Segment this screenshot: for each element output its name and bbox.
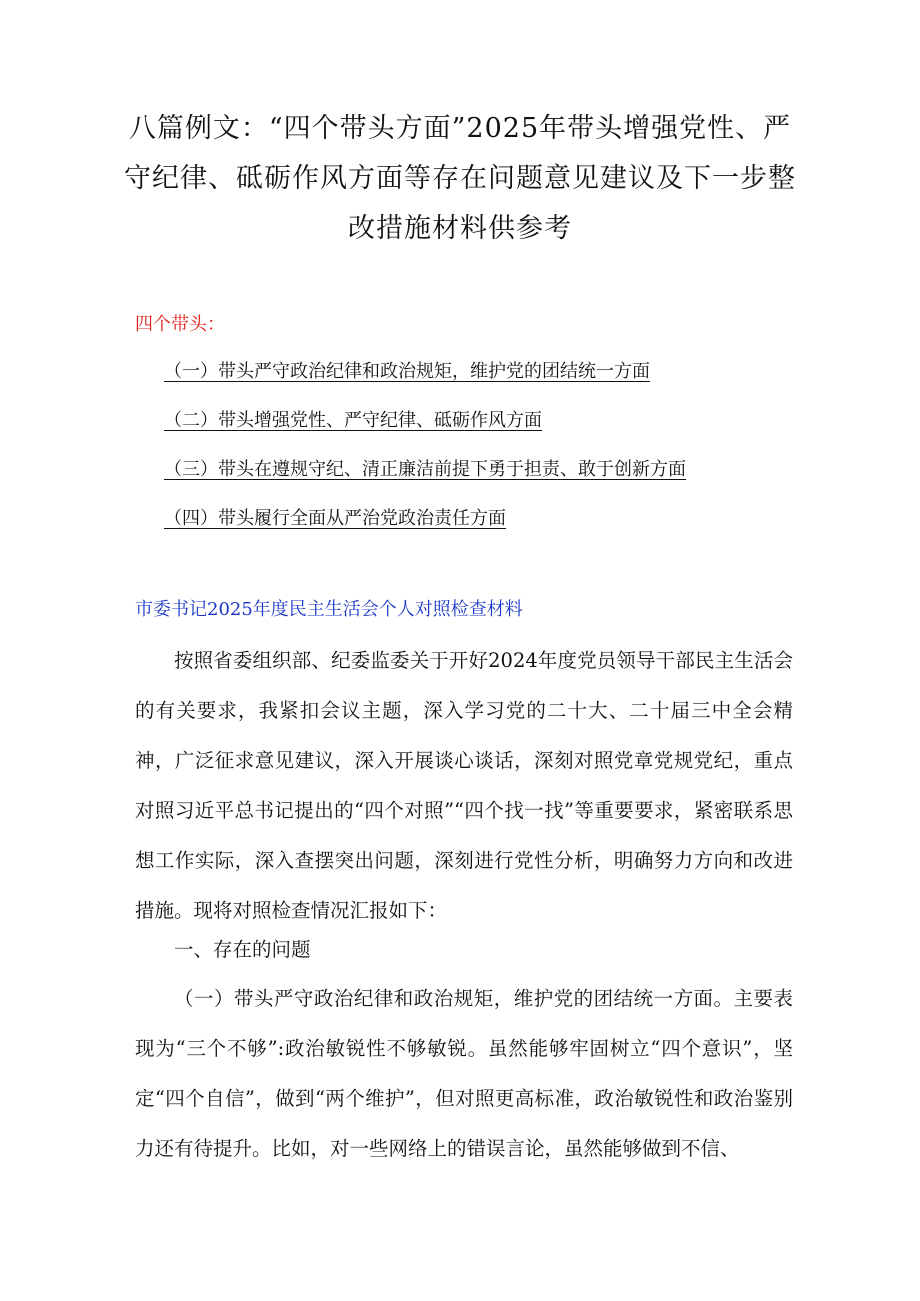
toc-item-4[interactable]: （四）带头履行全面从严治党政治责任方面	[164, 508, 506, 529]
toc-item-1[interactable]: （一）带头严守政治纪律和政治规矩，维护党的团结统一方面	[164, 361, 650, 382]
section-heading-problems: 一、存在的问题	[174, 938, 311, 961]
document-title: 八篇例文：“四个带头方面”2025年带头增强党性、严守纪律、砥砺作风方面等存在问题意见建议及下一步整改措施材料供参考	[124, 113, 796, 244]
intro-paragraph: 按照省委组织部、纪委监委关于开好2024年度党员领导干部民主生活会的有关要求，我紧扣会议主题，深入学习党的二十大、二十届三中全会精神，广泛征求意见建议，深入开展谈心谈话，深刻对照党章党规党纪，重点对照习近平总书记提出的“四个对照”“四个找一找”等重要要求，紧密联系思想工作实际，深入查摆突出问题，深刻进行党性分析，明确努力方向和改进措施。现将对照检查情况汇报如下：	[135, 649, 793, 922]
toc-item-2[interactable]: （二）带头增强党性、严守纪律、砥砺作风方面	[164, 410, 542, 431]
section-title-link[interactable]: 市委书记2025年度民主生活会个人对照检查材料	[135, 599, 523, 620]
problem-paragraph-1: （一）带头严守政治纪律和政治规矩，维护党的团结统一方面。主要表现为“三个不够”:政治敏锐性不够敏锐。虽然能够牢固树立“四个意识”，坚定“四个自信”，做到“两个维护”，但对照更高标准，政治敏锐性和政治鉴别力还有待提升。比如，对一些网络上的错误言论，虽然能够做到不信、	[135, 987, 793, 1160]
toc-item-3[interactable]: （三）带头在遵规守纪、清正廉洁前提下勇于担责、敢于创新方面	[164, 459, 686, 480]
toc-heading: 四个带头：	[135, 314, 225, 335]
